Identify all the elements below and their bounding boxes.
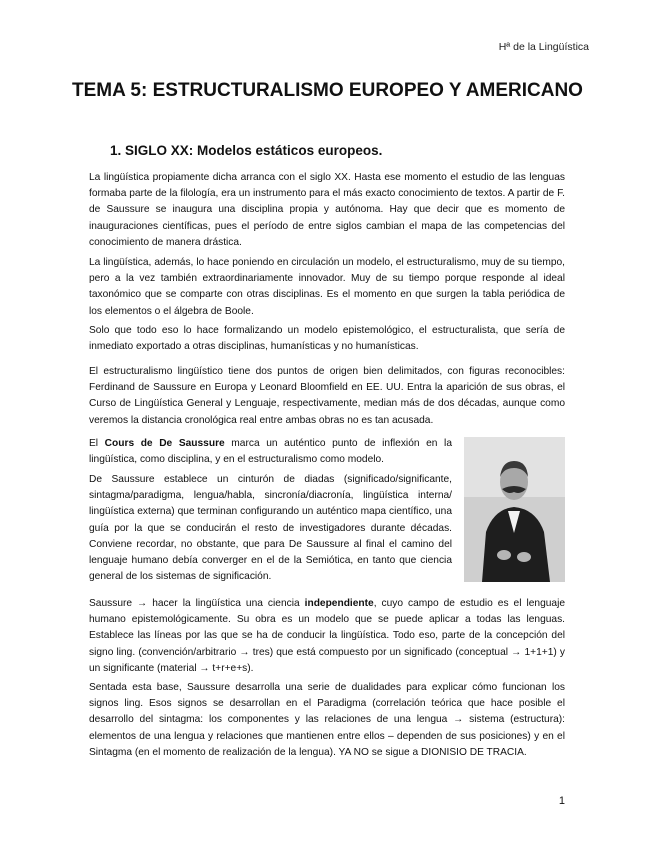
paragraph-4: El estructuralismo lingüístico tiene dos puntos de origen bien delimitados, con figuras reconocibles: Ferdinand de Saussure en Europa y Leonard Bloomfield en EE. UU. Entra la aparición de sus obras, el Curso de Lingüística General y Lenguaje, respectivamente, median más de dos décadas, aunque como veremos la distancia cronológica real entre ambas obras no es tan acusada. xyxy=(89,366,565,426)
cours-reference: Cours de De Saussure xyxy=(104,438,225,449)
paragraph-2: La lingüística, además, lo hace poniendo en circulación un modelo, el estructuralismo, muy de su tiempo, pero a la vez también extraordinariamente innovador. Muy de su tiempo porque responde al ideal taxonómico que se comparte con otras disciplinas. Es el momento en que surgen la tabla periódica de los elementos o el álgebra de Boole. xyxy=(89,257,565,317)
independiente-emphasis: independiente xyxy=(304,598,374,609)
page-number: 1 xyxy=(558,795,565,807)
paragraph-7-end: , cuyo campo de estudio es el lenguaje humano epistemológicamente. Su obra es un modelo que se puede aplicar a todas las lenguas. Establece las líneas por las que se ha de conducir la lingüística. Todo eso, parte de la concepción del signo ling. (convención/arbitrario → tres) que está compuesto por un significado (conceptual → 1+1+1) y un significante (material → t+r+e+s). xyxy=(89,598,565,674)
section-heading xyxy=(110,143,382,158)
paragraph-7-start: Saussure → hacer la lingüística una ciencia xyxy=(89,598,305,609)
paragraph-5-start: El xyxy=(89,438,105,449)
section-number: 1. xyxy=(110,143,122,158)
running-header: Hª de la Lingüística xyxy=(498,41,589,53)
paragraph-7 xyxy=(89,596,565,677)
paragraph-6: De Saussure establece un cinturón de diadas (significado/significante, sintagma/paradigma, lengua/habla, sincronía/diacronía, lingüística interna/ lingüística externa) que terminan configurando un auténtico mapa científico, una guía por la que se conducirán el resto de investigadores durante décadas. Conviene recordar, no obstante, que para De Saussure al final el camino del lenguaje humano debía converger en el de la Semiótica, en tanto que ciencia general de los sistemas de significación. xyxy=(89,474,452,583)
paragraph-8: Sentada esta base, Saussure desarrolla una serie de dualidades para explicar cómo funcionan los signos ling. Esos signos se desarrollan en el Paradigma (correlación teórica que hace posible el desarrollo del sintagma: los componentes y las relaciones de una lengua → sistema (estructura): elementos de una lengua y relaciones que mantienen entre ellos – dependen de sus posiciones) y en el Sintagma (en el momento de realización de la lengua). YA NO se sigue a DIONISIO DE TRACIA. xyxy=(89,682,565,758)
paragraph-5-end: marca un auténtico punto de inflexión en la lingüística, como disciplina, y en el estructuralismo como modelo. xyxy=(89,438,452,466)
portrait-photo-icon xyxy=(464,437,565,582)
paragraph-1: La lingüística propiamente dicha arranca con el siglo XX. Hasta ese momento el estudio de las lenguas formaba parte de la filología, era un instrumento para el más exacto conocimiento de textos. A partir de F. de Saussure se inaugura una disciplina propia y autónoma. Hay que decir que es momento de inauguraciones científicas, pues el período de entre siglos cambian el mapa de las competencias del conocimiento de manera drástica. xyxy=(89,172,565,248)
section-title: SIGLO XX: Modelos estáticos europeos. xyxy=(125,143,383,158)
page-title: TEMA 5: ESTRUCTURALISMO EUROPEO Y AMERICANO xyxy=(72,80,583,101)
paragraph-3: Solo que todo eso lo hace formalizando un modelo epistemológico, el estructuralista, que sería de inmediato exportado a otras disciplinas, humanísticas y no humanísticas. xyxy=(89,325,565,353)
paragraph-5 xyxy=(89,436,452,468)
